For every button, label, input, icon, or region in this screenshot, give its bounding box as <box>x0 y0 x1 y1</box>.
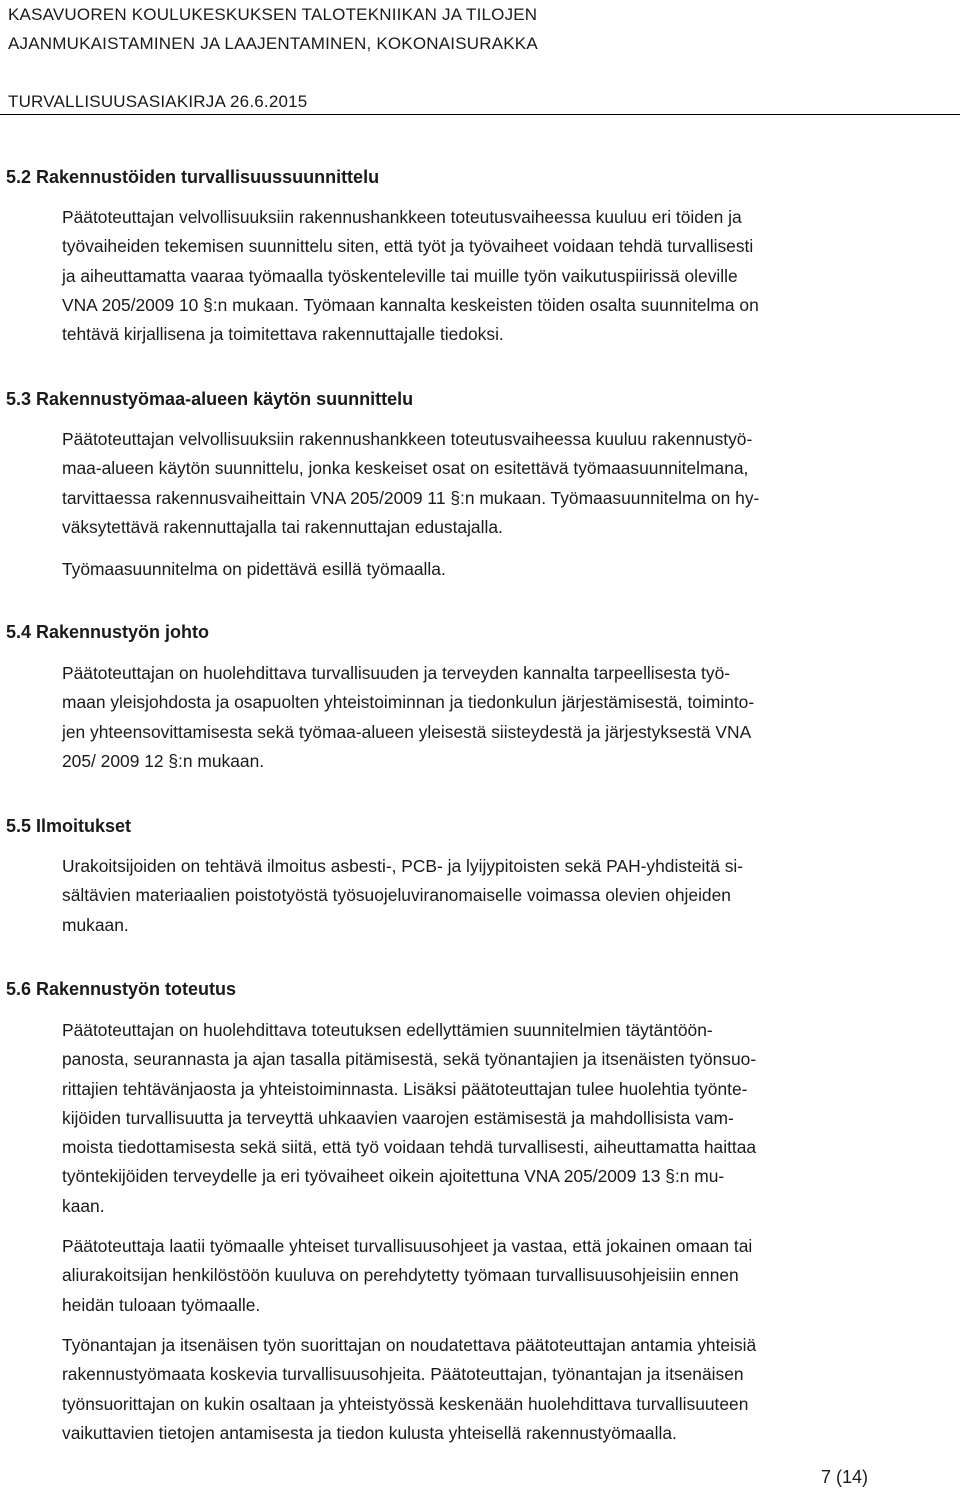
paragraph-line: panosta, seurannasta ja ajan tasalla pitämisestä, sekä työnantajien ja itsenäisten työnsuo- <box>62 1049 757 1070</box>
paragraph-line: rittajien tehtävänjaosta ja yhteistoiminnasta. Lisäksi päätoteuttajan tulee huolehtia työnte- <box>62 1078 748 1099</box>
paragraph-line: Työnantajan ja itsenäisen työn suorittajan on noudatettava päätoteuttajan antamia yhteisiä <box>62 1335 757 1355</box>
paragraph-line: Työmaasuunnitelma on pidettävä esillä työmaalla. <box>62 559 446 579</box>
paragraph-line: Urakoitsijoiden on tehtävä ilmoitus asbesti-, PCB- ja lyijypitoisten sekä PAH-yhdisteitä si- <box>62 856 744 876</box>
section-5-6-paragraph-2 <box>62 1232 882 1320</box>
paragraph-line: maa-alueen käytön suunnittelu, jonka keskeiset osat on esitettävä työmaasuunnitelmana, <box>62 458 749 479</box>
paragraph-line: Päätoteuttajan on huolehdittava turvallisuuden ja terveyden kannalta tarpeellisesta työ- <box>62 663 731 683</box>
paragraph-line: VNA 205/2009 10 §:n mukaan. Työmaan kannalta keskeisten töiden osalta suunnitelma on <box>62 294 759 315</box>
page-number: 7 (14) <box>820 1467 868 1487</box>
header-document-id: TURVALLISUUSASIAKIRJA 26.6.2015 <box>8 92 308 111</box>
paragraph-line: väksytettävä rakennuttajalla tai rakennuttajan edustajalla. <box>62 516 503 537</box>
paragraph-line: moista tiedottamisesta sekä siitä, että työ voidaan tehdä turvallisesti, aiheuttamatta haittaa <box>62 1137 757 1158</box>
section-heading-5-4: 5.4 Rakennustyön johto <box>6 622 210 642</box>
paragraph-line: aliurakoitsijan henkilöstöön kuuluva on perehdytetty työmaan turvallisuusohjeisiin ennen <box>62 1265 739 1286</box>
paragraph-line: työntekijöiden terveydelle ja eri työvaiheet oikein ajoitettuna VNA 205/2009 13 §:n mu- <box>62 1166 725 1187</box>
paragraph-line: kaan. <box>62 1195 105 1216</box>
paragraph-line: sältävien materiaalien poistotyöstä työsuojeluviranomaiselle voimassa olevien ohjeiden <box>62 885 731 906</box>
paragraph-line: heidän tuloaan työmaalle. <box>62 1294 261 1315</box>
paragraph-line: Päätoteuttaja laatii työmaalle yhteiset turvallisuusohjeet ja vastaa, että jokainen omaan tai <box>62 1236 753 1256</box>
paragraph-line: rakennustyömaata koskevia turvallisuusohjeita. Päätoteuttajan, työnantajan ja itsenäisen <box>62 1364 744 1385</box>
paragraph-line: Päätoteuttajan velvollisuuksiin rakennushankkeen toteutusvaiheessa kuuluu eri töiden ja <box>62 207 742 227</box>
paragraph-line: mukaan. <box>62 914 129 935</box>
paragraph-line: Päätoteuttajan velvollisuuksiin rakennushankkeen toteutusvaiheessa kuuluu rakennustyö- <box>62 429 753 449</box>
section-heading-5-5: 5.5 Ilmoitukset <box>6 816 132 836</box>
section-5-6-paragraph-1 <box>62 1016 882 1221</box>
paragraph-line: ja aiheuttamatta vaaraa työmaalla työskenteleville tai muille työn vaikutuspiirissä oleville <box>62 265 738 286</box>
section-5-4-paragraph-1 <box>62 659 882 776</box>
paragraph-line: työnsuorittajan on kukin osaltaan ja yhteistyössä keskenään huolehdittava turvallisuuteen <box>62 1393 749 1414</box>
paragraph-line: tehtävä kirjallisena ja toimitettava rakennuttajalle tiedoksi. <box>62 324 504 345</box>
paragraph-line: jen yhteensovittamisesta sekä työmaa-alueen yleisestä siisteydestä ja järjestyksestä VNA <box>62 721 752 742</box>
section-heading-5-6: 5.6 Rakennustyön toteutus <box>6 979 237 999</box>
section-5-3-paragraph-1 <box>62 425 882 542</box>
header-title-line-1: KASAVUOREN KOULUKESKUKSEN TALOTEKNIIKAN JA TILOJEN <box>8 5 538 24</box>
section-5-3-paragraph-2 <box>62 555 882 584</box>
paragraph-line: 205/ 2009 12 §:n mukaan. <box>62 750 265 771</box>
paragraph-line: maan yleisjohdosta ja osapuolten yhteistoiminnan ja tiedonkulun järjestämisestä, toiminto- <box>62 692 755 713</box>
section-heading-5-2: 5.2 Rakennustöiden turvallisuussuunnittelu <box>6 167 380 187</box>
header-divider <box>0 114 960 115</box>
paragraph-line: tarvittaessa rakennusvaiheittain VNA 205/2009 11 §:n mukaan. Työmaasuunnitelma on hy- <box>62 487 760 508</box>
section-5-2-paragraph-1 <box>62 203 882 349</box>
document-header <box>8 0 952 116</box>
header-title-line-2: AJANMUKAISTAMINEN JA LAAJENTAMINEN, KOKONAISURAKKA <box>8 34 538 53</box>
paragraph-line: Päätoteuttajan on huolehdittava toteutuksen edellyttämien suunnitelmien täytäntöön- <box>62 1020 713 1040</box>
section-5-6-paragraph-3 <box>62 1331 882 1448</box>
paragraph-line: vaikuttavien tietojen antamisesta ja tiedon kulusta yhteisellä rakennustyömaalla. <box>62 1422 677 1443</box>
section-5-5-paragraph-1 <box>62 852 882 940</box>
paragraph-line: kijöiden turvallisuutta ja terveyttä uhkaavien vaarojen estämisestä ja mahdollisista vam- <box>62 1107 734 1128</box>
paragraph-line: työvaiheiden tekemisen suunnittelu siten, että työt ja työvaiheet voidaan tehdä turvallisesti <box>62 236 754 257</box>
section-heading-5-3: 5.3 Rakennustyömaa-alueen käytön suunnittelu <box>6 389 414 409</box>
